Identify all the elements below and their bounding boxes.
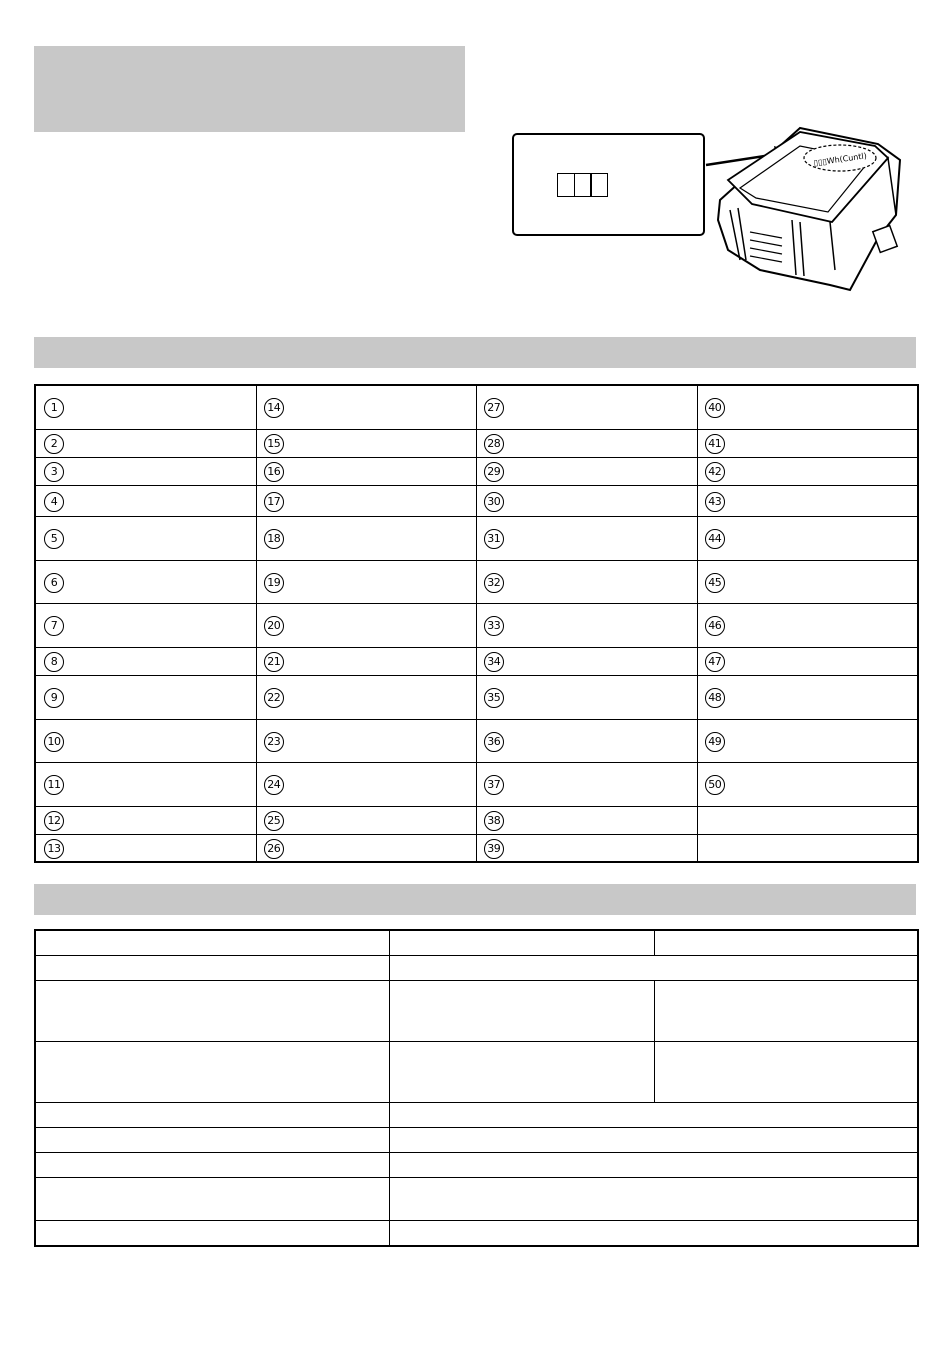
- part-number-cell: [35, 603, 72, 647]
- part-number: 48: [705, 688, 725, 708]
- part-name-cell: [511, 675, 697, 719]
- part-number: 11: [44, 775, 64, 795]
- part-number-cell: [476, 485, 511, 516]
- spec-label-cell: [35, 1220, 389, 1246]
- part-number: 49: [705, 732, 725, 752]
- part-number-cell: [476, 457, 511, 485]
- part-number: 47: [705, 652, 725, 672]
- part-number: 32: [484, 573, 504, 593]
- spec-value-cell: [654, 930, 918, 955]
- part-number-cell: [256, 719, 291, 762]
- part-number-cell: [35, 647, 72, 675]
- spec-label-cell: [35, 955, 389, 980]
- part-number-cell: [697, 806, 732, 834]
- part-number: 10: [44, 732, 64, 752]
- spec-row: [35, 1152, 918, 1177]
- part-number-cell: [476, 834, 511, 862]
- part-number-cell: [697, 834, 732, 862]
- part-number-cell: [476, 719, 511, 762]
- part-number: 23: [264, 732, 284, 752]
- part-number-cell: [697, 485, 732, 516]
- part-name-cell: [72, 762, 256, 806]
- part-number-cell: [35, 457, 72, 485]
- part-name-cell: [291, 647, 476, 675]
- part-number-cell: [35, 719, 72, 762]
- part-number-cell: [256, 806, 291, 834]
- part-number-cell: [256, 603, 291, 647]
- part-number: 4: [44, 492, 64, 512]
- spec-value-cell: [389, 1102, 918, 1127]
- digit-box: [574, 173, 592, 197]
- part-name-cell: [732, 806, 918, 834]
- part-number-cell: [697, 603, 732, 647]
- part-number-cell: [476, 647, 511, 675]
- part-name-cell: [72, 647, 256, 675]
- part-number-cell: [476, 560, 511, 603]
- spec-row: [35, 930, 918, 955]
- spec-row: [35, 1102, 918, 1127]
- spec-row: [35, 955, 918, 980]
- spec-row: [35, 980, 918, 1041]
- specifications-table: [34, 929, 919, 1247]
- part-number: 31: [484, 529, 504, 549]
- part-number: 34: [484, 652, 504, 672]
- part-number: 25: [264, 811, 284, 831]
- spec-value-cell: [389, 1041, 654, 1102]
- part-number: 42: [705, 462, 725, 482]
- part-name-cell: [511, 385, 697, 429]
- spec-label-cell: [35, 930, 389, 955]
- part-number: 6: [44, 573, 64, 593]
- part-number-cell: [256, 762, 291, 806]
- part-number-cell: [697, 647, 732, 675]
- part-number-cell: [256, 560, 291, 603]
- spec-label-cell: [35, 1102, 389, 1127]
- part-name-cell: [72, 834, 256, 862]
- part-number-cell: [697, 762, 732, 806]
- section-header-specifications: [34, 884, 916, 915]
- part-name-cell: [732, 385, 918, 429]
- part-number: 39: [484, 839, 504, 859]
- part-number: 22: [264, 688, 284, 708]
- battery-label-text: ▯▯▯Wh(Cuntl): [813, 151, 868, 168]
- part-number: 45: [705, 573, 725, 593]
- parts-row: [35, 762, 918, 806]
- part-number: 15: [264, 434, 284, 454]
- part-number-cell: [35, 516, 72, 560]
- part-number: 35: [484, 688, 504, 708]
- spec-value-cell: [389, 955, 918, 980]
- part-name-cell: [72, 429, 256, 457]
- spec-row: [35, 1127, 918, 1152]
- part-number: 3: [44, 462, 64, 482]
- part-number-cell: [35, 385, 72, 429]
- spec-value-cell: [389, 1220, 918, 1246]
- part-number-cell: [697, 675, 732, 719]
- part-number: 5: [44, 529, 64, 549]
- capacity-digit-boxes: [557, 173, 607, 197]
- part-number: 38: [484, 811, 504, 831]
- part-name-cell: [511, 719, 697, 762]
- part-name-cell: [72, 603, 256, 647]
- part-name-cell: [291, 429, 476, 457]
- part-number-cell: [256, 647, 291, 675]
- part-name-cell: [291, 762, 476, 806]
- part-number: 36: [484, 732, 504, 752]
- part-name-cell: [732, 429, 918, 457]
- parts-row: [35, 516, 918, 560]
- part-name-cell: [291, 485, 476, 516]
- spec-value-cell: [654, 980, 918, 1041]
- part-number: 50: [705, 775, 725, 795]
- part-name-cell: [72, 457, 256, 485]
- part-number-cell: [256, 675, 291, 719]
- parts-row: [35, 719, 918, 762]
- part-name-cell: [511, 560, 697, 603]
- title-box: [34, 46, 465, 132]
- part-number-cell: [256, 457, 291, 485]
- part-name-cell: [291, 516, 476, 560]
- parts-row: [35, 603, 918, 647]
- part-number-cell: [476, 806, 511, 834]
- spec-label-cell: [35, 980, 389, 1041]
- part-number-cell: [256, 834, 291, 862]
- part-name-cell: [291, 834, 476, 862]
- part-name-cell: [291, 603, 476, 647]
- part-number: 1: [44, 398, 64, 418]
- part-name-cell: [511, 762, 697, 806]
- parts-row: [35, 675, 918, 719]
- part-number: 17: [264, 492, 284, 512]
- part-number: 41: [705, 434, 725, 454]
- part-name-cell: [732, 647, 918, 675]
- part-number-cell: [35, 429, 72, 457]
- part-name-cell: [72, 675, 256, 719]
- part-number-cell: [256, 516, 291, 560]
- digit-box: [590, 173, 608, 197]
- part-number: 19: [264, 573, 284, 593]
- part-name-cell: [291, 560, 476, 603]
- part-name-cell: [291, 675, 476, 719]
- part-name-cell: [72, 485, 256, 516]
- part-name-cell: [72, 385, 256, 429]
- part-number: 18: [264, 529, 284, 549]
- parts-row: [35, 834, 918, 862]
- part-number-cell: [35, 485, 72, 516]
- spec-value-cell: [389, 1152, 918, 1177]
- part-name-cell: [291, 385, 476, 429]
- spec-row: [35, 1220, 918, 1246]
- part-name-cell: [511, 647, 697, 675]
- parts-row: [35, 457, 918, 485]
- part-number: 7: [44, 616, 64, 636]
- part-name-cell: [511, 516, 697, 560]
- part-number: 14: [264, 398, 284, 418]
- part-number: 8: [44, 652, 64, 672]
- part-number: 21: [264, 652, 284, 672]
- part-number: 30: [484, 492, 504, 512]
- part-name-cell: [291, 457, 476, 485]
- spec-label-cell: [35, 1127, 389, 1152]
- spec-label-cell: [35, 1177, 389, 1220]
- part-number: 27: [484, 398, 504, 418]
- part-number: 13: [44, 839, 64, 859]
- part-name-cell: [732, 603, 918, 647]
- part-number-cell: [697, 429, 732, 457]
- section-header-parts: [34, 337, 916, 368]
- part-name-cell: [72, 806, 256, 834]
- part-number: 12: [44, 811, 64, 831]
- part-name-cell: [291, 806, 476, 834]
- part-name-cell: [732, 457, 918, 485]
- part-number-cell: [697, 560, 732, 603]
- part-number-cell: [35, 762, 72, 806]
- parts-row: [35, 429, 918, 457]
- part-number-cell: [35, 675, 72, 719]
- parts-row: [35, 385, 918, 429]
- part-number-cell: [256, 429, 291, 457]
- parts-row: [35, 560, 918, 603]
- part-name-cell: [732, 834, 918, 862]
- part-name-cell: [511, 603, 697, 647]
- spec-value-cell: [654, 1041, 918, 1102]
- part-number: 40: [705, 398, 725, 418]
- part-number-cell: [476, 603, 511, 647]
- part-name-cell: [511, 806, 697, 834]
- parts-row: [35, 647, 918, 675]
- part-number: 2: [44, 434, 64, 454]
- part-name-cell: [291, 719, 476, 762]
- part-number: 33: [484, 616, 504, 636]
- part-number-cell: [476, 762, 511, 806]
- part-number-cell: [476, 385, 511, 429]
- part-name-cell: [732, 675, 918, 719]
- part-number-cell: [697, 719, 732, 762]
- spec-label-cell: [35, 1041, 389, 1102]
- part-number: 46: [705, 616, 725, 636]
- part-name-cell: [732, 485, 918, 516]
- part-number-cell: [256, 385, 291, 429]
- part-number: 37: [484, 775, 504, 795]
- spec-row: [35, 1177, 918, 1220]
- battery-pack-illustration: [700, 120, 910, 295]
- parts-row: [35, 485, 918, 516]
- part-name-cell: [511, 429, 697, 457]
- part-number: 26: [264, 839, 284, 859]
- spec-label-cell: [35, 1152, 389, 1177]
- spec-value-cell: [389, 980, 654, 1041]
- part-number: 28: [484, 434, 504, 454]
- part-number: 16: [264, 462, 284, 482]
- parts-table: [34, 384, 919, 863]
- part-number-cell: [697, 516, 732, 560]
- spec-value-cell: [389, 930, 654, 955]
- part-name-cell: [732, 560, 918, 603]
- part-number-cell: [697, 385, 732, 429]
- part-name-cell: [72, 516, 256, 560]
- part-number: 29: [484, 462, 504, 482]
- part-number: 43: [705, 492, 725, 512]
- part-number: 24: [264, 775, 284, 795]
- part-name-cell: [511, 834, 697, 862]
- part-number-cell: [476, 429, 511, 457]
- spec-value-cell: [389, 1177, 918, 1220]
- part-name-cell: [72, 560, 256, 603]
- part-number: 20: [264, 616, 284, 636]
- part-name-cell: [732, 719, 918, 762]
- part-name-cell: [72, 719, 256, 762]
- capacity-callout-box: [512, 133, 705, 236]
- digit-box: [557, 173, 575, 197]
- part-number-cell: [256, 485, 291, 516]
- part-name-cell: [511, 457, 697, 485]
- part-number: 9: [44, 688, 64, 708]
- part-name-cell: [732, 516, 918, 560]
- part-name-cell: [732, 762, 918, 806]
- part-number: 44: [705, 529, 725, 549]
- parts-row: [35, 806, 918, 834]
- part-number-cell: [697, 457, 732, 485]
- part-number-cell: [35, 834, 72, 862]
- spec-row: [35, 1041, 918, 1102]
- part-name-cell: [511, 485, 697, 516]
- part-number-cell: [476, 675, 511, 719]
- part-number-cell: [35, 560, 72, 603]
- part-number-cell: [476, 516, 511, 560]
- spec-value-cell: [389, 1127, 918, 1152]
- part-number-cell: [35, 806, 72, 834]
